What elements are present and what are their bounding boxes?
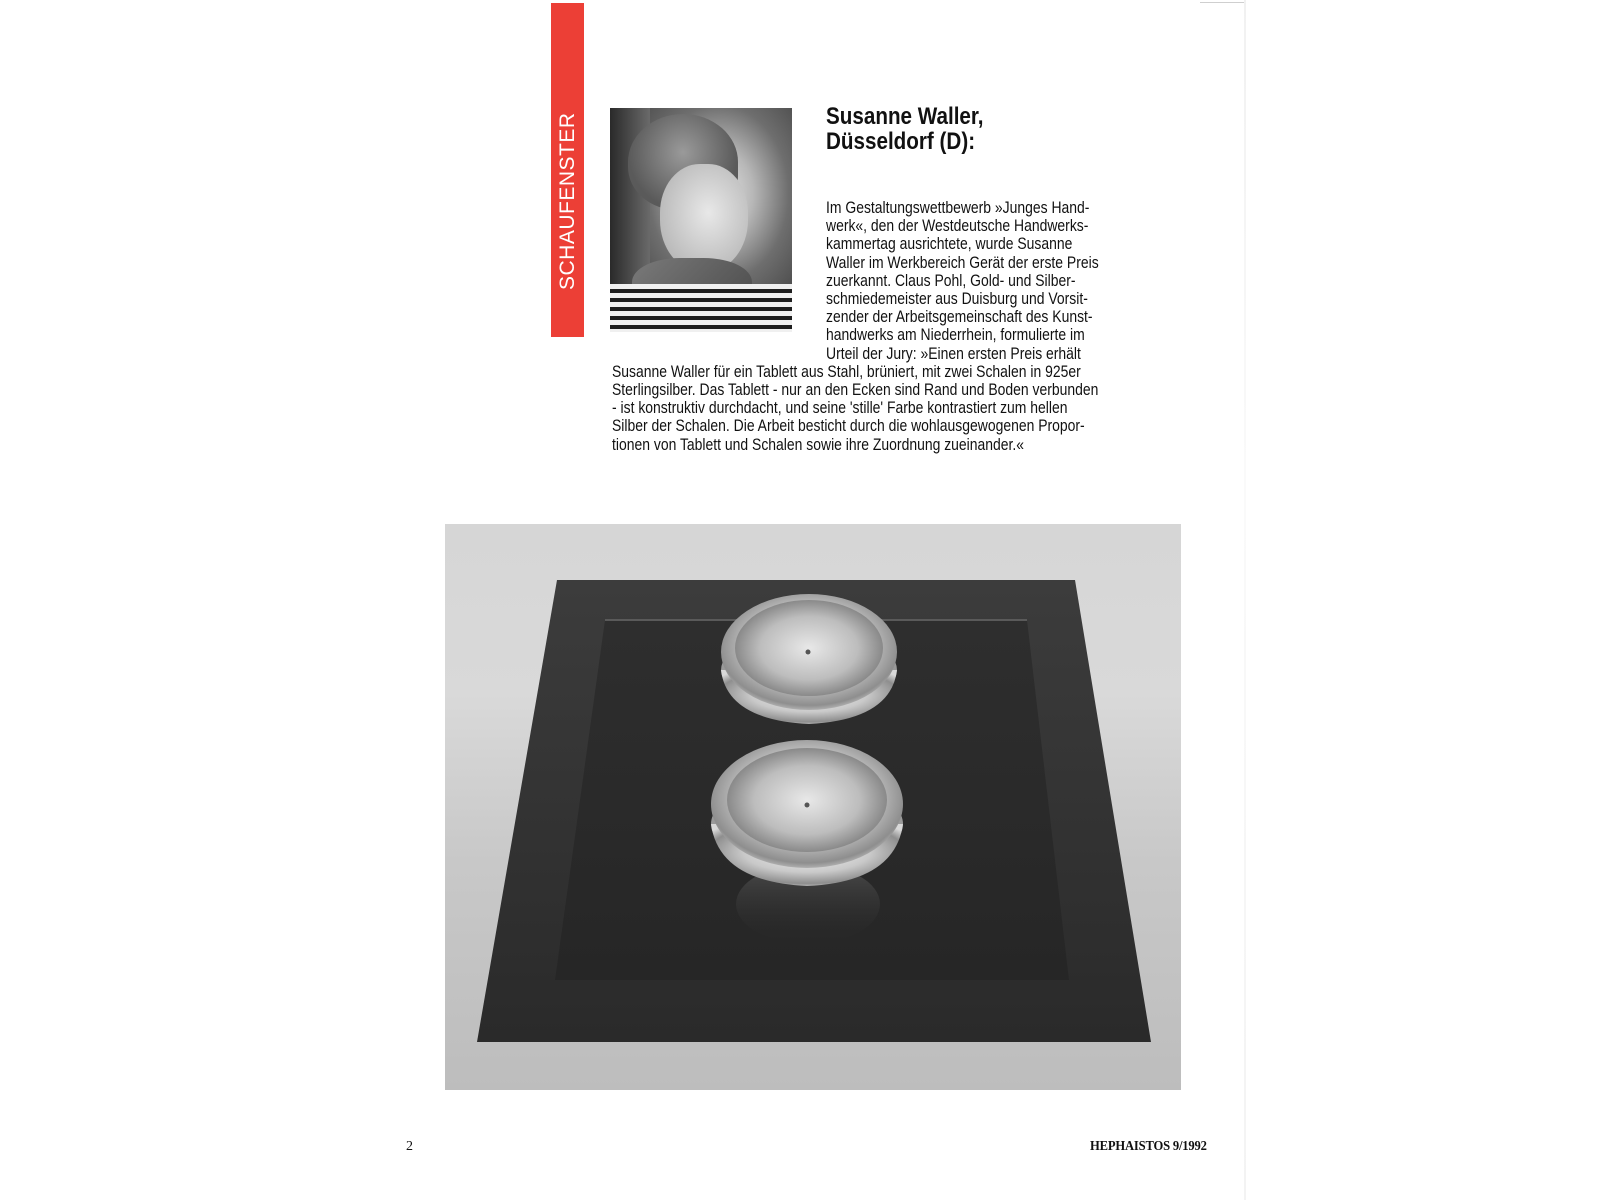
scan-edge (1244, 0, 1246, 1200)
body-line: Silber der Schalen. Die Arbeit besticht durch die wohlausgewogenen Propor- (612, 416, 1085, 436)
scan-edge-mark (1200, 2, 1244, 3)
headline-name: Susanne Waller, (826, 103, 984, 130)
body-line: schmiedemeister aus Duisburg und Vorsit- (826, 289, 1088, 309)
article-headline (826, 104, 1110, 154)
body-line: - ist konstruktiv durchdacht, und seine 'stille' Farbe kontrastiert zum hellen (612, 398, 1068, 418)
section-label: SCHAUFENSTER (556, 112, 579, 290)
article-body (612, 199, 1172, 454)
body-line: zuerkannt. Claus Pohl, Gold- und Silber- (826, 270, 1076, 290)
body-line: kammertag ausrichtete, wurde Susanne (826, 234, 1073, 254)
body-line: handwerks am Niederrhein, formulierte im (826, 325, 1085, 345)
body-line: werk«, den der Westdeutsche Handwerks- (826, 216, 1089, 236)
page-number: 2 (406, 1139, 413, 1154)
body-line: Susanne Waller für ein Tablett aus Stahl, brüniert, mit zwei Schalen in 925er (612, 361, 1081, 381)
body-line: tionen von Tablett und Schalen sowie ihre Zuordnung zueinander.« (612, 434, 1025, 454)
body-line: Waller im Werkbereich Gerät der erste Preis (826, 252, 1099, 272)
journal-issue: HEPHAISTOS 9/1992 (1090, 1139, 1207, 1154)
body-line: Urteil der Jury: »Einen ersten Preis erhält (826, 343, 1081, 363)
headline-city: Düsseldorf (D): (826, 128, 976, 155)
body-line: zender der Arbeitsgemeinschaft des Kunst- (826, 307, 1093, 327)
body-line: Sterlingsilber. Das Tablett - nur an den Ecken sind Rand und Boden verbunden (612, 380, 1099, 400)
tray-with-bowls-photo-icon (445, 524, 1181, 1090)
body-line: Im Gestaltungswettbewerb »Junges Hand- (826, 198, 1090, 217)
